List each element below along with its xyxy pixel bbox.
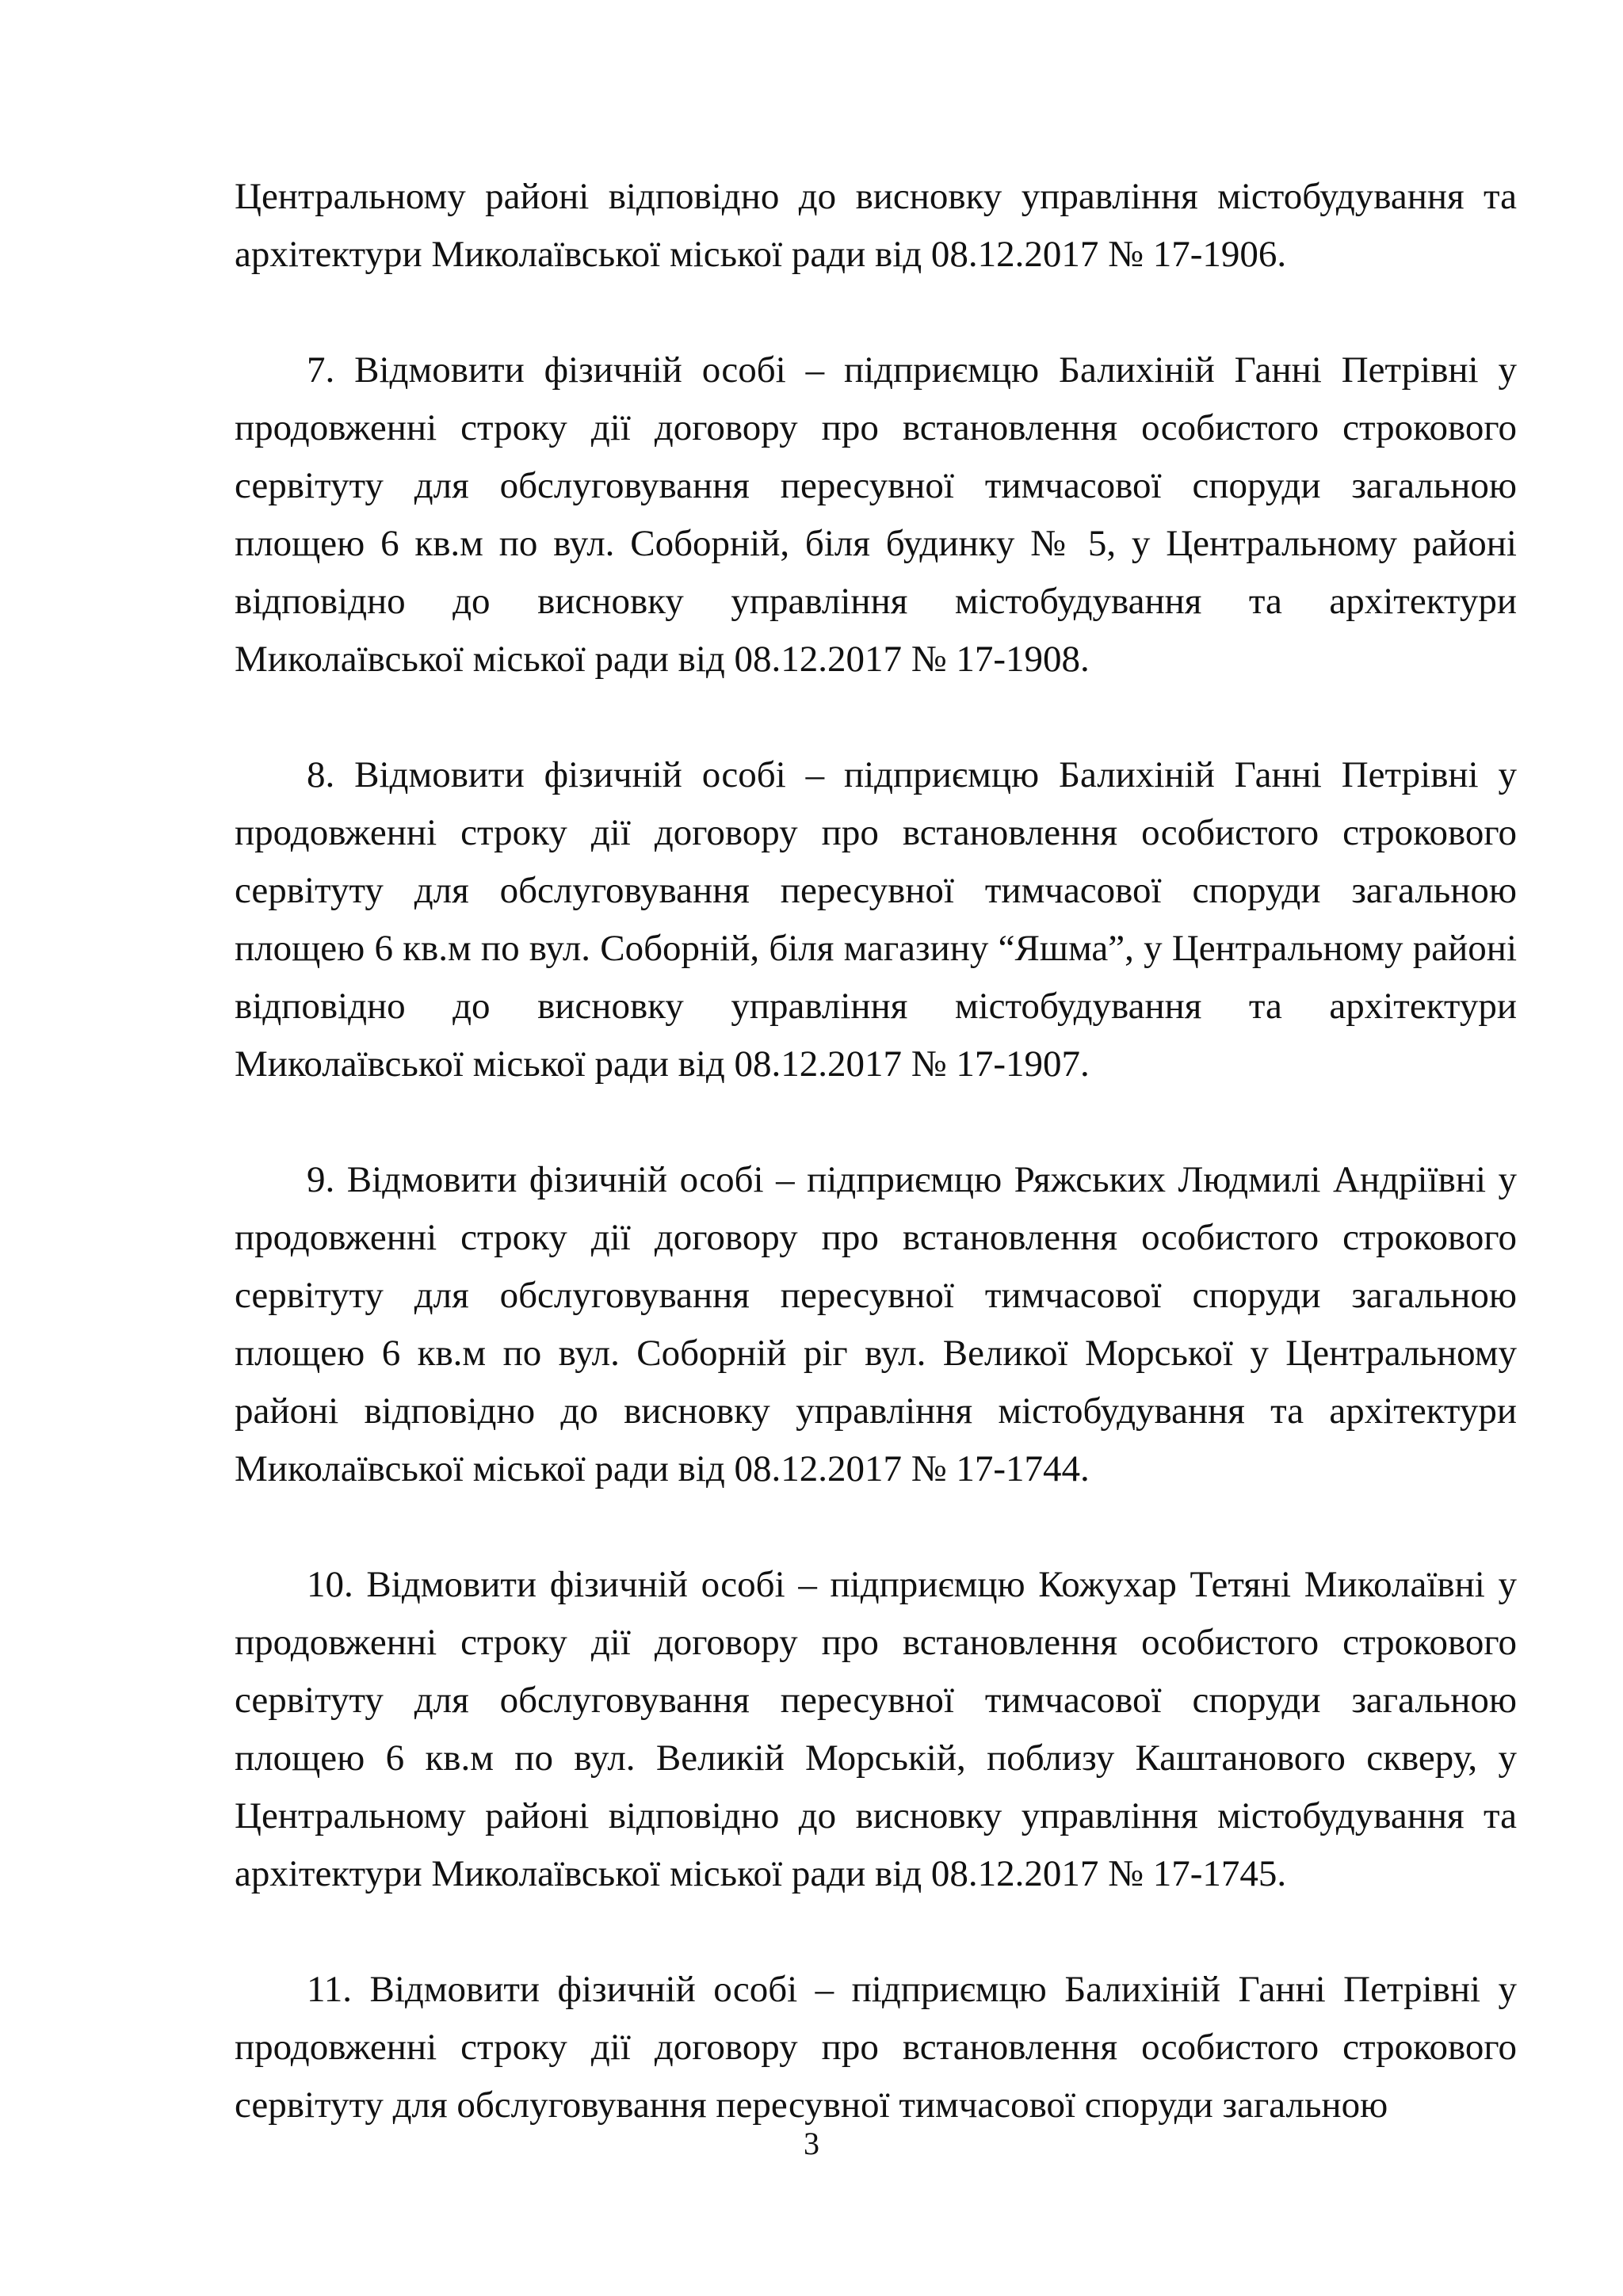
document-body xyxy=(235,168,1517,2134)
paragraph-item-7: 7. Відмовити фізичній особі – підприємцю Балихіній Ганні Петрівні у продовженні строку дії договору про встановлення особистого строкового сервітуту для обслуговування пересувної тимчасової споруди загальною площею 6 кв.м по вул. Соборній, біля будинку № 5, у Центральному районі відповідно до висновку управління містобудування та архітектури Миколаївської міської ради від 08.12.2017 № 17-1908. xyxy=(235,349,1517,680)
paragraph-item-11: 11. Відмовити фізичній особі – підприємцю Балихіній Ганні Петрівні у продовженні строку дії договору про встановлення особистого строкового сервітуту для обслуговування пересувної тимчасової споруди загальною xyxy=(235,1969,1517,2126)
page-number: 3 xyxy=(804,2126,819,2161)
paragraph-item-8: 8. Відмовити фізичній особі – підприємцю Балихіній Ганні Петрівні у продовженні строку дії договору про встановлення особистого строкового сервітуту для обслуговування пересувної тимчасової споруди загальною площею 6 кв.м по вул. Соборній, біля магазину “Яшма”, у Центральному районі відповідно до висновку управління містобудування та архітектури Миколаївської міської ради від 08.12.2017 № 17-1907. xyxy=(235,754,1517,1085)
paragraph-continuation: Центральному районі відповідно до висновку управління містобудування та архітектури Миколаївської міської ради від 08.12.2017 № 17-1906. xyxy=(235,176,1517,275)
paragraph-item-9: 9. Відмовити фізичній особі – підприємцю Ряжських Людмилі Андріївні у продовженні строку дії договору про встановлення особистого строкового сервітуту для обслуговування пересувної тимчасової споруди загальною площею 6 кв.м по вул. Соборній ріг вул. Великої Морської у Центральному районі відповідно до висновку управління містобудування та архітектури Миколаївської міської ради від 08.12.2017 № 17-1744. xyxy=(235,1159,1517,1489)
paragraph-item-10: 10. Відмовити фізичній особі – підприємцю Кожухар Тетяні Миколаївні у продовженні строку дії договору про встановлення особистого строкового сервітуту для обслуговування пересувної тимчасової споруди загальною площею 6 кв.м по вул. Великій Морській, поблизу Каштанового скверу, у Центральному районі відповідно до висновку управління містобудування та архітектури Миколаївської міської ради від 08.12.2017 № 17-1745. xyxy=(235,1564,1517,1894)
